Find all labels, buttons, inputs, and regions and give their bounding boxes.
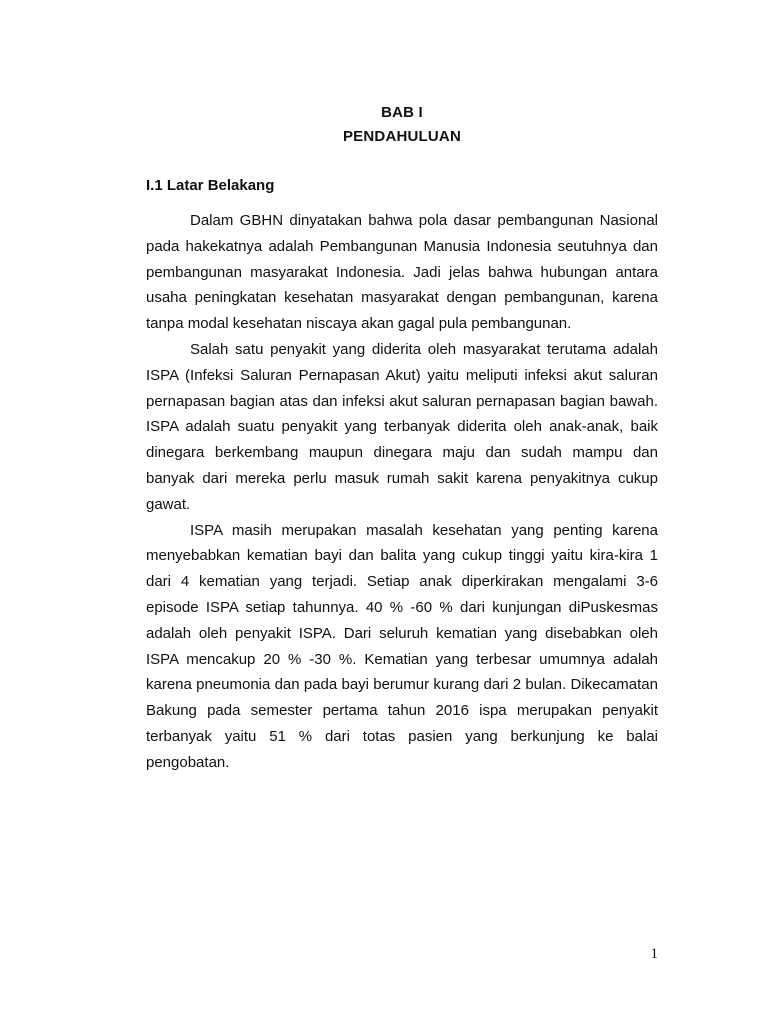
body-text xyxy=(146,208,658,776)
section-heading: I.1 Latar Belakang xyxy=(146,177,275,194)
paragraph-2: Salah satu penyakit yang diderita oleh masyarakat terutama adalah ISPA (Infeksi Saluran Pernapasan Akut) yaitu meliputi infeksi akut saluran pernapasan bagian atas dan infeksi akut saluran pernapasan bagian bawah. ISPA adalah suatu penyakit yang terbanyak diderita oleh anak-anak, baik dinegara berkembang maupun dinegara maju dan sudah mampu dan banyak dari mereka perlu masuk rumah sakit karena penyakitnya cukup gawat. xyxy=(146,340,658,513)
page-number: 1 xyxy=(650,946,658,962)
paragraph-1: Dalam GBHN dinyatakan bahwa pola dasar pembangunan Nasional pada hakekatnya adalah Pembangunan Manusia Indonesia seutuhnya dan pembangunan masyarakat Indonesia. Jadi jelas bahwa hubungan antara usaha peningkatan kesehatan masyarakat dengan pembangunan, karena tanpa modal kesehatan niscaya akan gagal pula pembangunan. xyxy=(146,212,658,333)
chapter-title: PENDAHULUAN xyxy=(342,128,462,145)
chapter-number: BAB I xyxy=(381,104,423,121)
paragraph-3: ISPA masih merupakan masalah kesehatan yang penting karena menyebabkan kematian bayi dan balita yang cukup tinggi yaitu kira-kira 1 dari 4 kematian yang terjadi. Setiap anak diperkirakan mengalami 3-6 episode ISPA setiap tahunnya. 40 % -60 % dari kunjungan diPuskesmas adalah oleh penyakit ISPA. Dari seluruh kematian yang disebabkan oleh ISPA mencakup 20 % -30 %. Kematian yang terbesar umumnya adalah karena pneumonia dan pada bayi berumur kurang dari 2 bulan. Dikecamatan Bakung pada semester pertama tahun 2016 ispa merupakan penyakit terbanyak yaitu 51 % dari totas pasien yang berkunjung ke balai pengobatan. xyxy=(146,521,658,771)
